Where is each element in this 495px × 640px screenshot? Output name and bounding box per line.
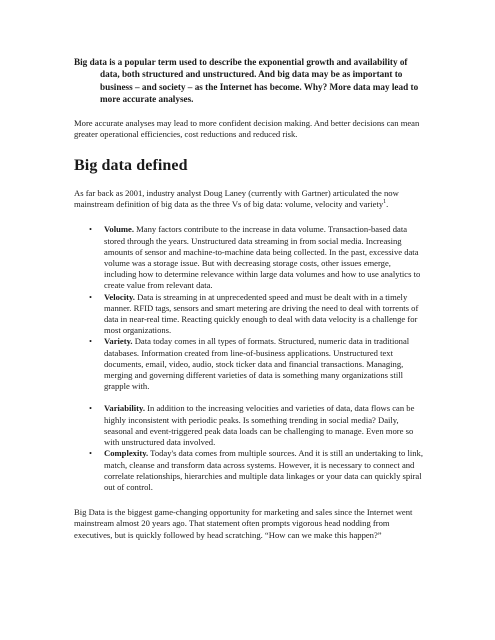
accurate-analyses-paragraph: More accurate analyses may lead to more confident decision making. And better decisions can mean greater operational efficiencies, cost reductions and reduced risk.: [74, 117, 420, 139]
list-item-term: Velocity.: [104, 291, 135, 302]
list-item-variety: [89, 336, 423, 392]
bullet-icon: •: [89, 224, 93, 235]
list-item-text: Today's data comes from multiple sources. And it is still an undertaking to link, match, cleanse and transform data across systems. However, it is necessary to connect and correlate relationships, hierarchies and multiple data linkages or your data can quickly spiral out of control.: [104, 448, 423, 492]
definition-end: .: [386, 199, 389, 210]
five-vs-list: [74, 224, 423, 493]
definition-paragraph: [74, 188, 423, 210]
bullet-icon: •: [89, 336, 93, 347]
list-item-text: Data is streaming in at unprecedented speed and must be dealt with in a timely manner. RFID tags, sensors and smart metering are driving the need to deal with torrents of data in near-real time. Reacting quickly enough to deal with data velocity is a challenge for most organizations.: [104, 291, 419, 336]
section-heading: Big data defined: [74, 157, 188, 175]
list-item-term: Variety.: [104, 336, 133, 347]
footnote-marker: 1: [383, 199, 387, 206]
list-item-term: Volume.: [104, 224, 135, 235]
list-item-variability: [89, 403, 423, 448]
list-item-volume: [89, 224, 423, 291]
list-item-complexity: [89, 448, 423, 493]
list-item-text: Many factors contribute to the increase in data volume. Transaction-based data stored through the years. Unstructured data streaming in from social media. Increasing amounts of sensor and machine-to-machine data being collected. In the past, excessive data volume was a storage issue. But with decreasing storage costs, other issues emerge, including how to determine relevance within large data volumes and how to use analytics to create value from relevant data.: [104, 224, 421, 291]
bullet-icon: •: [89, 291, 93, 302]
list-item-text: Data today comes in all types of formats. Structured, numeric data in traditional databases. Information created from line-of-business applications. Unstructured text documents, email, video, audio, stock ticker data and financial transactions. Managing, merging and governing different varieties of data is something many organizations still grapple with.: [104, 336, 410, 392]
closing-paragraph: Big Data is the biggest game-changing opportunity for marketing and sales since the Internet went mainstream almost 20 years ago. That statement often prompts vigorous head nodding from executives, but is quickly followed by head scratching. “How can we make this happen?”: [74, 507, 413, 540]
list-item-text: In addition to the increasing velocities and varieties of data, data flows can be highly inconsistent with periodic peaks. Is something trending in social media? Daily, seasonal and event-triggered peak data loads can be challenging to manage. Even more so with unstructured data involved.: [104, 403, 415, 448]
definition-text: As far back as 2001, industry analyst Doug Laney (currently with Gartner) articulated the now mainstream definition of big data as the three Vs of big data: volume, velocity and variety: [74, 188, 399, 210]
bullet-icon: •: [89, 403, 93, 414]
list-item-velocity: [89, 291, 423, 337]
intro-paragraph: Big data is a popular term used to describe the exponential growth and availability of data, both structured and unstructured. And big data may be as important to business – and society – as the Internet has become. Why? More data may lead to more accurate analyses.: [74, 57, 419, 105]
list-item-term: Variability.: [104, 403, 145, 414]
bullet-icon: •: [89, 448, 93, 459]
list-item-term: Complexity.: [104, 448, 149, 459]
